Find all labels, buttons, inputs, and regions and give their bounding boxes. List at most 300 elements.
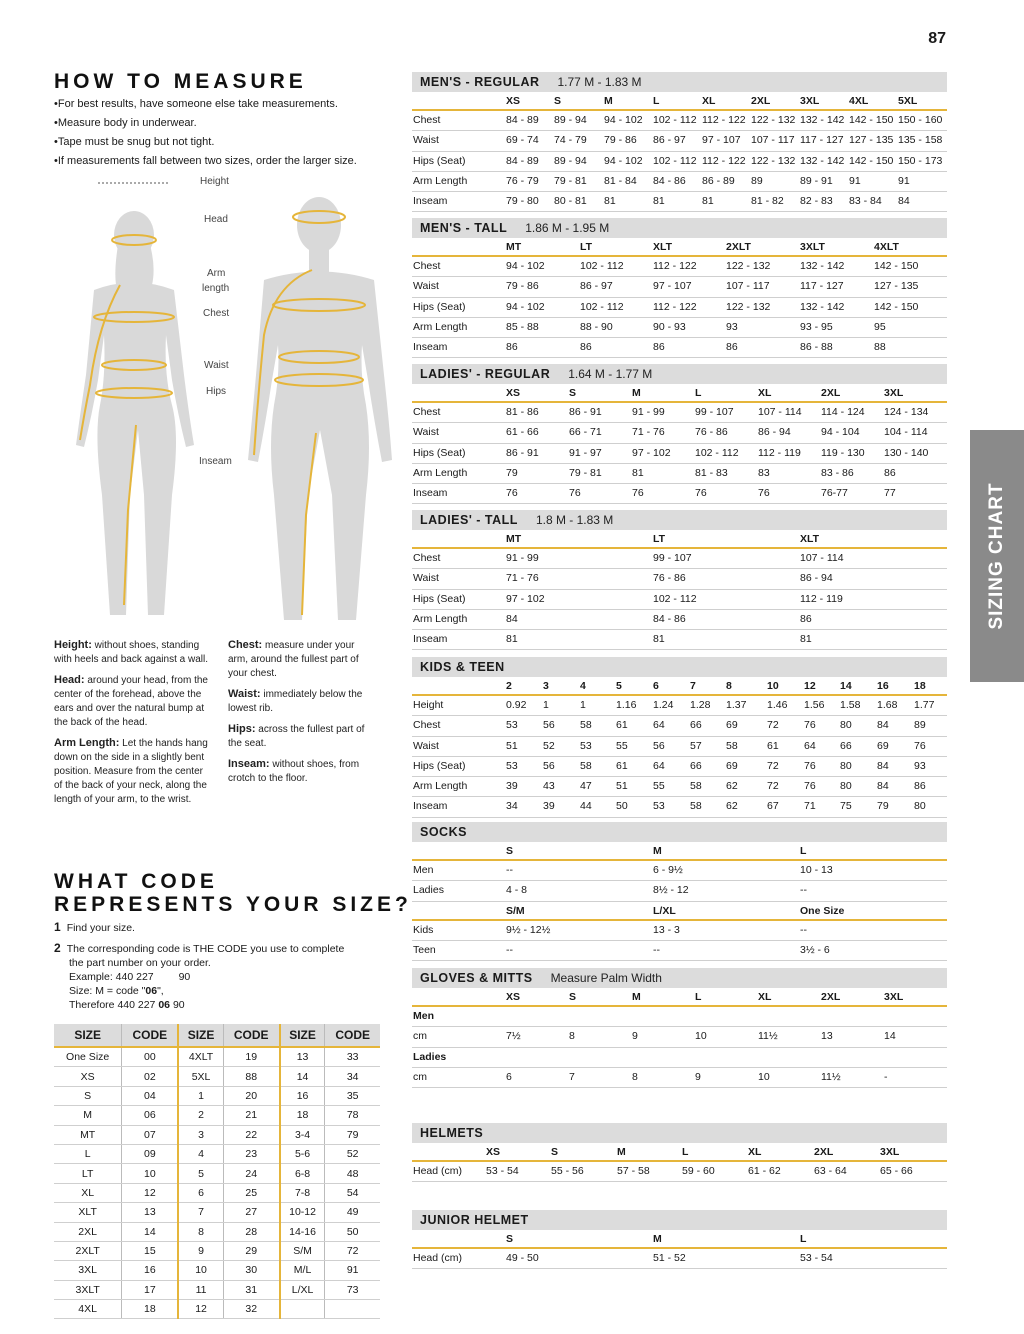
table-row [412,257,947,277]
ladies-regular-header-row [412,384,947,403]
code-table-cell: 73 [325,1280,380,1299]
code-steps [54,920,344,1012]
cell: 84 - 86 [653,174,686,187]
male-figure [248,197,392,620]
cell: 1.58 [840,699,861,711]
cell: 69 - 74 [506,134,539,147]
cell: 112 - 122 [653,260,697,272]
cell: 88 [874,341,886,354]
cell: 81 [702,195,714,208]
code-table-row [54,1300,380,1319]
cell: 1 [580,699,586,711]
row-label: Inseam [413,195,448,208]
cell: 90 - 93 [653,320,686,333]
cell: 69 [726,719,738,732]
cell: 81 - 86 [506,406,539,418]
cell: 80 [914,800,926,813]
row-label: Hips (Seat) [413,154,466,167]
cell: 2XL [751,95,771,107]
code-table-cell [325,1300,380,1319]
cell: 80 [840,719,852,732]
cell: XLT [800,533,820,545]
cell: 67 [767,800,779,813]
cell: 76 [695,487,707,500]
cell: 10 [767,680,779,692]
gloves-mitts-header-row [412,988,947,1007]
code-table-row [54,1125,380,1144]
code-table-cell: 12 [178,1300,223,1319]
cell: 53 - 54 [800,1252,833,1264]
code-table-cell: One Size [54,1047,122,1067]
cell: 84 - 89 [506,114,539,126]
size-code-table [54,1024,380,1319]
ladies-tall-header-row [412,530,947,549]
code-table-cell: 15 [122,1241,179,1260]
socks-header-row [412,842,947,861]
cell: 1.37 [726,699,747,711]
cell: S [506,845,514,857]
cell: 132 - 142 [800,300,845,313]
cell: XS [486,1146,501,1158]
code-table-cell: M [54,1106,122,1125]
code-table-cell: 34 [325,1067,380,1086]
cell: 8 [569,1030,575,1043]
cell: 13 [821,1030,833,1043]
cell: 81 [653,633,665,646]
cell: 79 - 80 [506,195,539,208]
code-table-cell: 21 [223,1106,280,1125]
row-label: Arm Length [413,320,468,333]
cell: 61 [616,759,628,772]
cell: 39 [543,800,555,813]
cell: 1.77 [914,699,935,711]
row-label: Head (cm) [413,1252,463,1264]
mens-regular-table [412,72,947,212]
cell: 58 [690,780,702,793]
cell: 72 [767,780,779,793]
code-table-cell: 17 [122,1280,179,1299]
cell: 2 [506,680,512,692]
cell: 1 [543,699,549,711]
code-table-cell: 32 [223,1300,280,1319]
row-label: Chest [413,406,441,418]
cell: 124 - 134 [884,406,929,418]
cell: One Size [800,904,845,917]
cell: L/XL [653,904,676,917]
cell: 51 [616,780,628,793]
cell: 1.16 [616,699,637,711]
cell: 89 [914,719,926,732]
code-table-cell: 31 [223,1280,280,1299]
row-label: Men [413,864,434,876]
example-code: 90 [178,971,191,983]
cell: S [569,991,577,1003]
what-code-title-line2: REPRESENTS YOUR SIZE? [54,893,412,916]
cell: 97 - 102 [506,592,545,605]
cell: XL [748,1146,762,1158]
code-table-row [54,1203,380,1222]
cell: 84 [877,719,889,732]
cell: 117 - 127 [800,280,844,293]
def-term: Chest: [228,639,263,651]
cell: 88 - 90 [580,320,613,333]
cell: 61 [616,719,628,732]
step-text: The corresponding code is THE CODE you use to complete [66,943,345,955]
cell: 89 - 94 [554,154,587,167]
table-row [412,464,947,484]
helmets-title-bar [412,1123,947,1143]
measure-tip: • Tape must be snug but not tight. [54,133,357,152]
cell: 51 [506,739,518,752]
code-table-header: CODE [223,1024,280,1047]
sizing-chart-tab [970,430,1024,682]
row-label: Waist [413,572,439,585]
table-row [412,797,947,817]
cell: M [604,95,613,107]
mens-regular-subtitle: 1.77 M - 1.83 M [557,75,642,89]
code-table-cell: 2XL [54,1222,122,1241]
cell: 72 [767,719,779,732]
table-row [412,881,947,901]
cell: 18 [914,680,926,692]
row-label: Ladies [413,1050,447,1063]
table-row [412,1162,947,1182]
cell: 9½ - 12½ [506,923,551,936]
cell: 47 [580,780,592,793]
cell: M [653,1233,662,1245]
definitions-right [228,638,376,792]
cell: S [554,95,562,107]
table-row [412,941,947,961]
code-table-cell: LT [54,1164,122,1183]
cell: 94 - 102 [604,114,643,126]
cell: 7 [690,680,696,692]
step-number: 1 [54,920,61,934]
table-row [412,777,947,797]
mens-regular-title: MEN'S - REGULAR [420,75,540,89]
cell: XS [506,387,521,399]
table-row [412,172,947,192]
how-to-measure-title: HOW TO MEASURE [54,70,307,93]
table-row [412,1249,947,1269]
cell: 102 - 112 [580,260,624,272]
code-table-cell: MT [54,1125,122,1144]
cell: 14 [884,1030,896,1043]
cell: 84 - 89 [506,154,539,167]
def-term: Hips: [228,723,256,735]
row-label: Arm Length [413,174,468,187]
code-table-cell: 6-8 [280,1164,325,1183]
gloves-mitts-title-bar [412,968,947,988]
cell: S [551,1146,559,1158]
table-row [412,716,947,736]
cell: 7 [569,1070,575,1083]
cell: 5XL [898,95,918,107]
code-table-cell: 78 [325,1106,380,1125]
cell: 84 [877,759,889,772]
mens-tall-header-row [412,238,947,257]
def-term: Head: [54,674,85,686]
cell: 83 - 86 [821,466,854,479]
code-table-cell: XS [54,1067,122,1086]
kids-teen-title-bar [412,657,947,677]
code-table-cell: 10-12 [280,1203,325,1222]
row-label: Waist [413,739,439,752]
cell: 12 [804,680,816,692]
table-row [412,569,947,589]
measure-tip: • If measurements fall between two sizes, order the larger size. [54,152,357,171]
cell: 57 - 58 [617,1165,650,1177]
table-row [412,757,947,777]
cell: 80 - 81 [554,195,587,208]
code-table-row [54,1106,380,1125]
table-row [412,630,947,650]
cell: 97 - 102 [632,446,671,459]
cell: 130 - 140 [884,446,929,459]
code-table-cell: 54 [325,1183,380,1202]
code-table-cell: 9 [178,1241,223,1260]
code-table-cell: 33 [325,1047,380,1067]
cell: 11½ [758,1030,778,1043]
ladies-regular-table [412,364,947,504]
code-table-header: SIZE [178,1024,223,1047]
cell: 112 - 119 [758,446,801,459]
ladies-regular-title: LADIES' - REGULAR [420,367,551,381]
cell: 76 [804,759,816,772]
cell: 127 - 135 [874,280,919,293]
cell: 58 [726,739,738,752]
what-code-title-line1: WHAT CODE [54,870,218,893]
cell: 1.68 [877,699,898,711]
cell: 62 [726,780,738,793]
code-table-cell: 88 [223,1067,280,1086]
row-label: Ladies [413,884,444,897]
table-row [412,696,947,716]
cell: 64 [804,739,816,752]
cell: 79 - 81 [554,174,587,187]
cell: 91 - 97 [569,446,602,459]
label-head: Head [204,214,228,225]
code-table-cell: 5XL [178,1067,223,1086]
cell: 61 - 66 [506,426,539,439]
cell: 102 - 112 [653,154,697,167]
cell: 86 [580,341,592,354]
label-hips: Hips [206,386,227,397]
cell: 76 [804,780,816,793]
socks-subheader-row [412,902,947,921]
cell: 57 [690,739,702,752]
cell: 3½ - 6 [800,943,830,956]
cell: 76 - 79 [506,174,539,187]
code-table-row [54,1241,380,1260]
cell: L [695,387,702,399]
cell: 79 - 86 [506,280,539,293]
code-table-cell: 11 [178,1280,223,1299]
cell: 99 - 107 [695,406,734,418]
code-table-cell: 35 [325,1086,380,1105]
cell: 7½ [506,1030,521,1043]
step-text-cont: the part number on your order. [69,957,211,969]
code-table-cell [280,1300,325,1319]
label-chest: Chest [203,308,230,319]
cell: 86 - 91 [506,446,539,459]
label-length: length [202,283,230,294]
cell: 86 - 94 [800,572,833,585]
table-row [412,338,947,358]
measure-tip: • For best results, have someone else take measurements. [54,95,357,114]
code-table-cell: 79 [325,1125,380,1144]
code-table-cell: 10 [178,1261,223,1280]
table-row [412,1027,947,1047]
cell: LT [580,241,593,253]
cell: 86 [726,341,738,354]
cell: XS [506,991,521,1003]
cell: 117 - 127 [800,134,844,147]
cell: 81 [653,195,665,208]
cell: 74 - 79 [554,134,587,147]
code-table-cell: 13 [122,1203,179,1222]
junior-helmet-header-row [412,1230,947,1249]
socks-table [412,822,947,961]
cell: 76 [914,739,926,752]
measure-tips [54,95,357,171]
cell: 86 - 97 [653,134,686,147]
cell: 114 - 124 [821,406,865,418]
code-table-cell: S/M [280,1241,325,1260]
cell: 79 - 86 [604,134,637,147]
cell: 84 - 86 [653,612,686,625]
code-table-cell: 72 [325,1241,380,1260]
cell: 5 [616,680,622,692]
code-table-row [54,1183,380,1202]
code-table-header: CODE [122,1024,179,1047]
ladies-regular-subtitle: 1.64 M - 1.77 M [568,367,653,381]
cell: 1.56 [804,699,825,711]
code-table-cell: 3-4 [280,1125,325,1144]
row-label: Hips (Seat) [413,592,466,605]
cell: - [884,1070,888,1083]
cell: 76 - 86 [653,572,686,585]
table-row [412,403,947,423]
code-table-row [54,1164,380,1183]
gloves-mitts-title: GLOVES & MITTS [420,971,533,985]
cell: 132 - 142 [800,260,845,272]
cell: 112 - 122 [702,114,746,126]
code-table-cell: 04 [122,1086,179,1105]
body-measurement-illustration [54,175,394,635]
cell: 72 [767,759,779,772]
cell: 94 - 102 [604,154,643,167]
table-row [412,921,947,941]
cell: L [695,991,702,1003]
cell: 16 [877,680,889,692]
table-row [412,590,947,610]
code-table-cell: 09 [122,1144,179,1163]
cell: XLT [653,241,673,253]
code-table-cell: 2XLT [54,1241,122,1260]
code-table-cell: S [54,1086,122,1105]
cell: 55 [616,739,628,752]
cell: 91 [898,174,910,187]
row-label: Inseam [413,800,448,813]
row-label: Hips (Seat) [413,759,466,772]
cell: 76 [569,487,581,500]
cell: 8 [726,680,732,692]
code-table-cell: 06 [122,1106,179,1125]
cell: 69 [877,739,889,752]
code-table-cell: L/XL [280,1280,325,1299]
row-label: Men [413,1010,434,1022]
table-row [412,298,947,318]
ladies-tall-table [412,510,947,650]
code-table-cell: 00 [122,1047,179,1067]
cell: 3XL [880,1146,900,1158]
code-table-cell: 49 [325,1203,380,1222]
table-row [412,1068,947,1088]
step-text: Find your size. [66,922,135,934]
table-row [412,152,947,172]
def-term: Arm Length: [54,737,120,749]
code-table-header: SIZE [280,1024,325,1047]
cell: 86 [800,612,812,625]
cell: 56 [543,759,555,772]
cell: 69 [726,759,738,772]
cell: 81 [604,195,616,208]
code-table-cell: 30 [223,1261,280,1280]
cell: 97 - 107 [653,280,692,293]
cell: 99 - 107 [653,552,692,564]
table-row [412,549,947,569]
cell: 8 [632,1070,638,1083]
cell: 4 [580,680,586,692]
code-table-cell: M/L [280,1261,325,1280]
cell: M [617,1146,626,1158]
cell: 85 - 88 [506,320,539,333]
row-label: Kids [413,923,434,936]
code-table-cell: 14 [122,1222,179,1241]
cell: 150 - 160 [898,114,943,126]
cell: M [632,991,641,1003]
cell: 59 - 60 [682,1165,715,1177]
cell: 10 - 13 [800,864,833,876]
cell: 11½ [821,1070,841,1083]
page-number: 87 [928,30,946,47]
code-table-cell: 3 [178,1125,223,1144]
table-row [412,737,947,757]
row-label: Teen [413,943,436,956]
cell: 132 - 142 [800,114,845,126]
row-label: Chest [413,114,441,126]
kids-teen-title: KIDS & TEEN [420,660,505,674]
cell: 77 [884,487,896,500]
cell: 76 [804,719,816,732]
code-table-cell: 27 [223,1203,280,1222]
code-table-cell: 18 [122,1300,179,1319]
cell: M [653,845,662,857]
therefore-code: 06 [158,999,171,1011]
row-label: Chest [413,719,441,732]
helmets-header-row [412,1143,947,1162]
code-table-cell: 3XLT [54,1280,122,1299]
table-row [412,318,947,338]
mens-tall-subtitle: 1.86 M - 1.95 M [525,221,610,235]
code-table-cell: 16 [280,1086,325,1105]
cell: 86 - 94 [758,426,791,439]
cell: 79 [506,466,518,479]
code-table-cell: 3XL [54,1261,122,1280]
code-table-cell: 25 [223,1183,280,1202]
cell: S [506,1233,514,1245]
